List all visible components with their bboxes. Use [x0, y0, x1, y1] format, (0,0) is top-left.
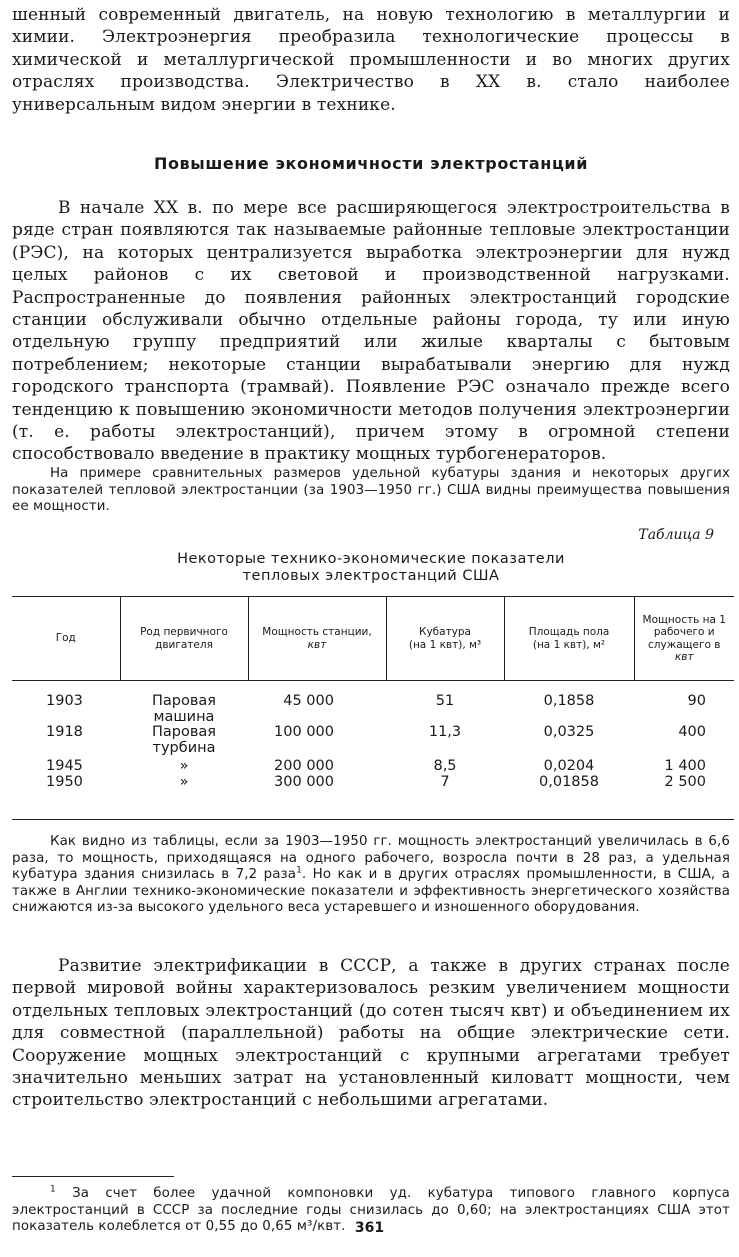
header-engine: Род первичного двигателя — [120, 597, 248, 681]
table-row — [12, 681, 734, 726]
table-row — [12, 725, 734, 759]
paragraph-2: Развитие электрификации в СССР, а также в других странах после первой мировой войны характеризовалось резким увеличением мощности отдельных тепловых электростанций (до сотен тысяч квт) и объединением их для совместной (параллельной) работы на общие электрические сети. Сооружение мощных электростанций с крупными агрегатами требует значительно меньших затрат на установленный киловатт мощности, чем строительство электростанций с небольшими агрегатами. — [12, 956, 730, 1111]
table-row — [12, 775, 734, 791]
page-number: 361 — [354, 1220, 385, 1236]
table-header-row — [12, 597, 734, 681]
section-heading-block — [12, 154, 730, 173]
paragraph-1-block — [12, 197, 730, 466]
small-paragraph-2-block — [12, 834, 730, 917]
table-title-line-2: тепловых электростанций США — [242, 568, 500, 584]
section-heading: Повышение экономичности электростанций — [153, 154, 589, 173]
cell-engine: » — [179, 758, 189, 774]
cell-year: 1945 — [46, 758, 83, 774]
small-paragraph-2: Как видно из таблицы, если за 1903—1950 гг. мощность электростанций увеличилась в 6,6 раза, то мощность, приходящаяся на одного рабочего, возросла почти в 28 раз, а удельная кубатура здания снизилась в 7,2 раза$^1$. Но как и в других отраслях промышленности, в США, а также в Англии технико-экономические показатели и эффективность энергетического хозяйства снижаются из-за высокого удельного веса устаревшего и изношенного оборудования. — [12, 834, 730, 915]
cell-per-worker: 2 500 — [664, 774, 706, 790]
footnote-ref: 1 — [296, 865, 302, 876]
paragraph-2-block — [12, 955, 730, 1112]
small-paragraph-1: На примере сравнительных размеров удельной кубатуры здания и некоторых других показателей тепловой электростанции (за 1903—1950 гг.) США видны преимущества повышения ее мощности. — [12, 466, 730, 514]
footnote-rule — [12, 1176, 174, 1177]
header-area: Площадь пола (на 1 квт), м² — [504, 597, 634, 681]
header-year: Год — [12, 597, 120, 681]
table-title-block — [12, 551, 730, 585]
cell-per-worker: 90 — [687, 693, 706, 709]
indicators-table — [12, 596, 734, 791]
cell-power: 45 000 — [283, 693, 334, 709]
cell-year: 1918 — [46, 724, 83, 740]
footnote: $^1$ За счет более удачной компоновки уд. кубатура типового главного корпуса электростанций в СССР за последние годы снизилась до 0,60; на электростанциях США этот показатель колеблется от 0,55 до 0,65 м³/квт. — [12, 1184, 730, 1234]
cell-engine: Паровая турбина — [151, 724, 217, 756]
cell-area: 0,1858 — [543, 693, 595, 709]
header-volume: Кубатура (на 1 квт), м³ — [386, 597, 504, 681]
top-paragraph-block — [12, 4, 730, 116]
cell-volume: 8,5 — [433, 758, 457, 774]
header-power: Мощность станции, квт — [248, 597, 386, 681]
paragraph-1: В начале XX в. по мере все расширяющегося электростроительства в ряде стран появляются так называемые районные тепловые электростанции (РЭС), на которых централизуется выработка электроэнергии для нужд целых районов с их световой и производственной нагрузками. Распространенные до появления районных электростанций городские станции обслуживали обычно отдельные районы города, ту или иную отдельную группу предприятий или жилые кварталы с бытовым потреблением; некоторые станции вырабатывали энергию для нужд городского транспорта (трамвай). Появление РЭС означало прежде всего тенденцию к повышению экономичности методов получения электроэнергии (т. е. работы электростанций), причем этому в огромной степени способствовало введение в практику мощных турбогенераторов. — [12, 198, 730, 465]
cell-engine: » — [179, 774, 189, 790]
cell-per-worker: 400 — [678, 724, 706, 740]
cell-area: 0,0204 — [543, 758, 595, 774]
cell-volume: 11,3 — [428, 724, 462, 740]
cell-power: 100 000 — [274, 724, 334, 740]
footnote-mark: 1 — [50, 1184, 56, 1195]
cell-area: 0,01858 — [539, 774, 599, 790]
cell-volume: 51 — [435, 693, 455, 709]
table-label-block — [12, 527, 714, 543]
table-bottom-rule — [12, 819, 734, 820]
header-per-worker: Мощность на 1 рабочего и служащего в квт — [634, 597, 734, 681]
cell-area: 0,0325 — [543, 724, 595, 740]
table-label: Таблица 9 — [638, 527, 714, 543]
small-paragraph-1-block — [12, 466, 730, 516]
table-title-line-1: Некоторые технико-экономические показатели — [177, 551, 565, 567]
cell-volume: 7 — [440, 774, 450, 790]
cell-per-worker: 1 400 — [664, 758, 706, 774]
table-row — [12, 759, 734, 775]
cell-power: 300 000 — [274, 774, 334, 790]
cell-engine: Паровая машина — [151, 693, 217, 725]
cell-year: 1903 — [46, 693, 83, 709]
cell-power: 200 000 — [274, 758, 334, 774]
top-paragraph: шенный современный двигатель, на новую технологию в металлургии и химии. Электроэнергия преобразила технологические процессы в химической и металлургической промышленности и во многих других отраслях производства. Электричество в XX в. стало наиболее универсальным видом энергии в технике. — [12, 5, 730, 115]
cell-year: 1950 — [46, 774, 83, 790]
